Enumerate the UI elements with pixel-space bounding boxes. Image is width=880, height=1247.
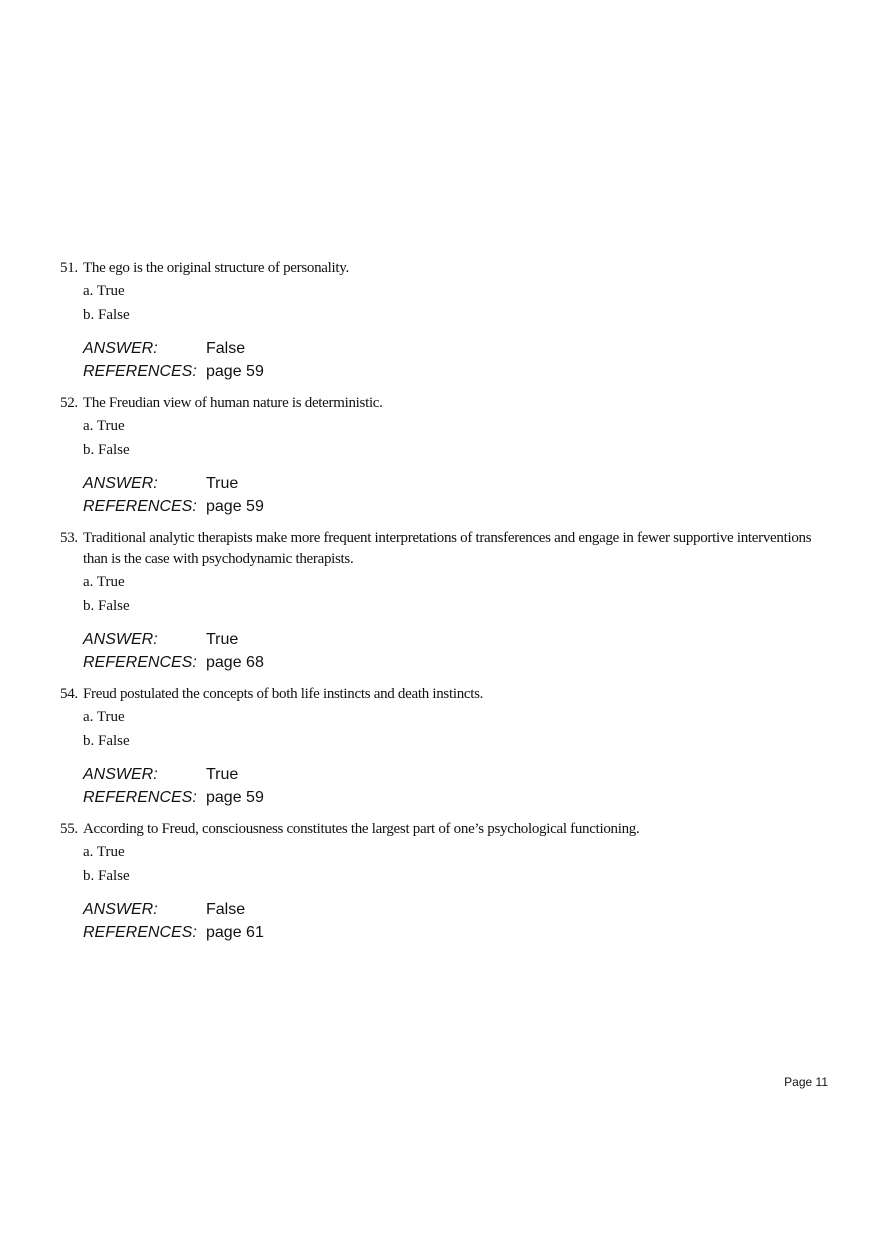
answer-key [0, 628, 880, 674]
question-block [0, 819, 880, 944]
answer-key [0, 763, 880, 809]
question-stem: Freud postulated the concepts of both life instincts and death instincts. [83, 686, 484, 702]
question-stem: According to Freud, consciousness constitutes the largest part of one’s psychological functioning. [83, 821, 640, 837]
answer-key [0, 337, 880, 383]
question-number: 52. [60, 395, 78, 411]
answer-option: a. True [83, 283, 125, 299]
reference-value: page 59 [206, 363, 264, 380]
question-text [0, 819, 880, 840]
answer-option: a. True [83, 418, 125, 434]
answer-option: b. False [83, 442, 130, 458]
answer-label: ANSWER: [83, 475, 158, 492]
question-block [0, 393, 880, 518]
reference-value: page 61 [206, 924, 264, 941]
question-number: 54. [60, 686, 78, 702]
answer-value: True [206, 631, 239, 648]
reference-value: page 68 [206, 654, 264, 671]
answer-value: False [206, 901, 246, 918]
answer-value: True [206, 766, 239, 783]
references-label: REFERENCES: [83, 498, 197, 515]
question-stem: Traditional analytic therapists make more frequent interpretations of transferences and engage in fewer supportive interventions than is the case with psychodynamic therapists. [83, 530, 812, 567]
answer-key [0, 472, 880, 518]
answer-option: a. True [83, 709, 125, 725]
question-block [0, 528, 880, 674]
question-block [0, 258, 880, 383]
question-stem: The ego is the original structure of personality. [83, 260, 349, 276]
question-list [0, 258, 880, 954]
answer-option: b. False [83, 598, 130, 614]
answer-label: ANSWER: [83, 631, 158, 648]
question-text [0, 393, 880, 414]
question-text [0, 258, 880, 279]
answer-label: ANSWER: [83, 340, 158, 357]
question-stem: The Freudian view of human nature is deterministic. [83, 395, 383, 411]
answer-option: b. False [83, 307, 130, 323]
page-number: Page 11 [784, 1075, 828, 1089]
answer-option: b. False [83, 868, 130, 884]
question-block [0, 684, 880, 809]
answer-option: a. True [83, 574, 125, 590]
references-label: REFERENCES: [83, 654, 197, 671]
answer-key [0, 898, 880, 944]
reference-value: page 59 [206, 498, 264, 515]
answer-value: True [206, 475, 239, 492]
references-label: REFERENCES: [83, 789, 197, 806]
references-label: REFERENCES: [83, 363, 197, 380]
answer-label: ANSWER: [83, 766, 158, 783]
question-text [0, 684, 880, 705]
question-number: 51. [60, 260, 78, 276]
answer-option: b. False [83, 733, 130, 749]
answer-label: ANSWER: [83, 901, 158, 918]
references-label: REFERENCES: [83, 924, 197, 941]
answer-option: a. True [83, 844, 125, 860]
answer-value: False [206, 340, 246, 357]
question-text [0, 528, 880, 570]
question-number: 53. [60, 530, 78, 546]
reference-value: page 59 [206, 789, 264, 806]
question-number: 55. [60, 821, 78, 837]
